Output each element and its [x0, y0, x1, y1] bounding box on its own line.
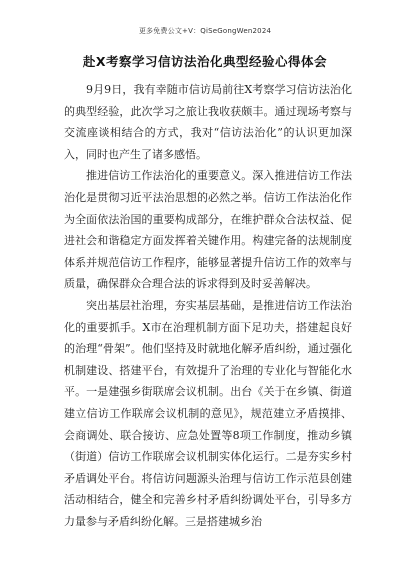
document-title: 赴X考察学习信访法治化典型经验心得体会	[82, 54, 328, 69]
document-body	[64, 79, 352, 532]
paragraph-grassroots-governance: 突出基层社治理，夯实基层基础，是推进信访工作法治化的重要抓手。X市在治理机制方面下足功夫，搭建起良好的治理“骨架”。他们坚持及时就地化解矛盾纠纷，通过强化机制建设、搭建平台，有效提升了治理的专业化与智能化水平。一是建强乡街联席会议机制。出台《关于在乡镇、街道建立信访工作联席会议机制的意见》，规范建立矛盾摸排、会商调处、联合接访、应急处置等8项工作制度，推动乡镇（街道）信访工作联席会议机制实体化运行。二是夯实乡村矛盾调处平台。将信访问题源头治理与信访工作示范县创建活动相结合，健全和完善乡村矛盾纠纷调处平台，引导多方力量参与矛盾纠纷化解。三是搭建城乡治	[64, 298, 352, 528]
paragraph-intro: 9月9日，我有幸随市信访局前往X考察学习信访法治化的典型经验，此次学习之旅让我收获颇丰。通过现场考察与交流座谈相结合的方式，我对“信访法治化”的认识更加深入，同时也产生了诸多感悟。	[64, 83, 352, 161]
header-watermark-note: 更多免费公文+V：QiSeGongWen2024	[138, 27, 272, 35]
paragraph-significance: 推进信访工作法治化的重要意义。深入推进信访工作法治化是贯彻习近平法治思想的必然之举。信访工作法治化作为全面依法治国的重要构成部分，在维护群众合法权益、促进社会和谐稳定方面发挥着关键作用。构建完备的法规制度体系并规范信访工作程序，能够显著提升信访工作的效率与质量，确保群众合理合法的诉求得到及时妥善解决。	[64, 169, 352, 291]
